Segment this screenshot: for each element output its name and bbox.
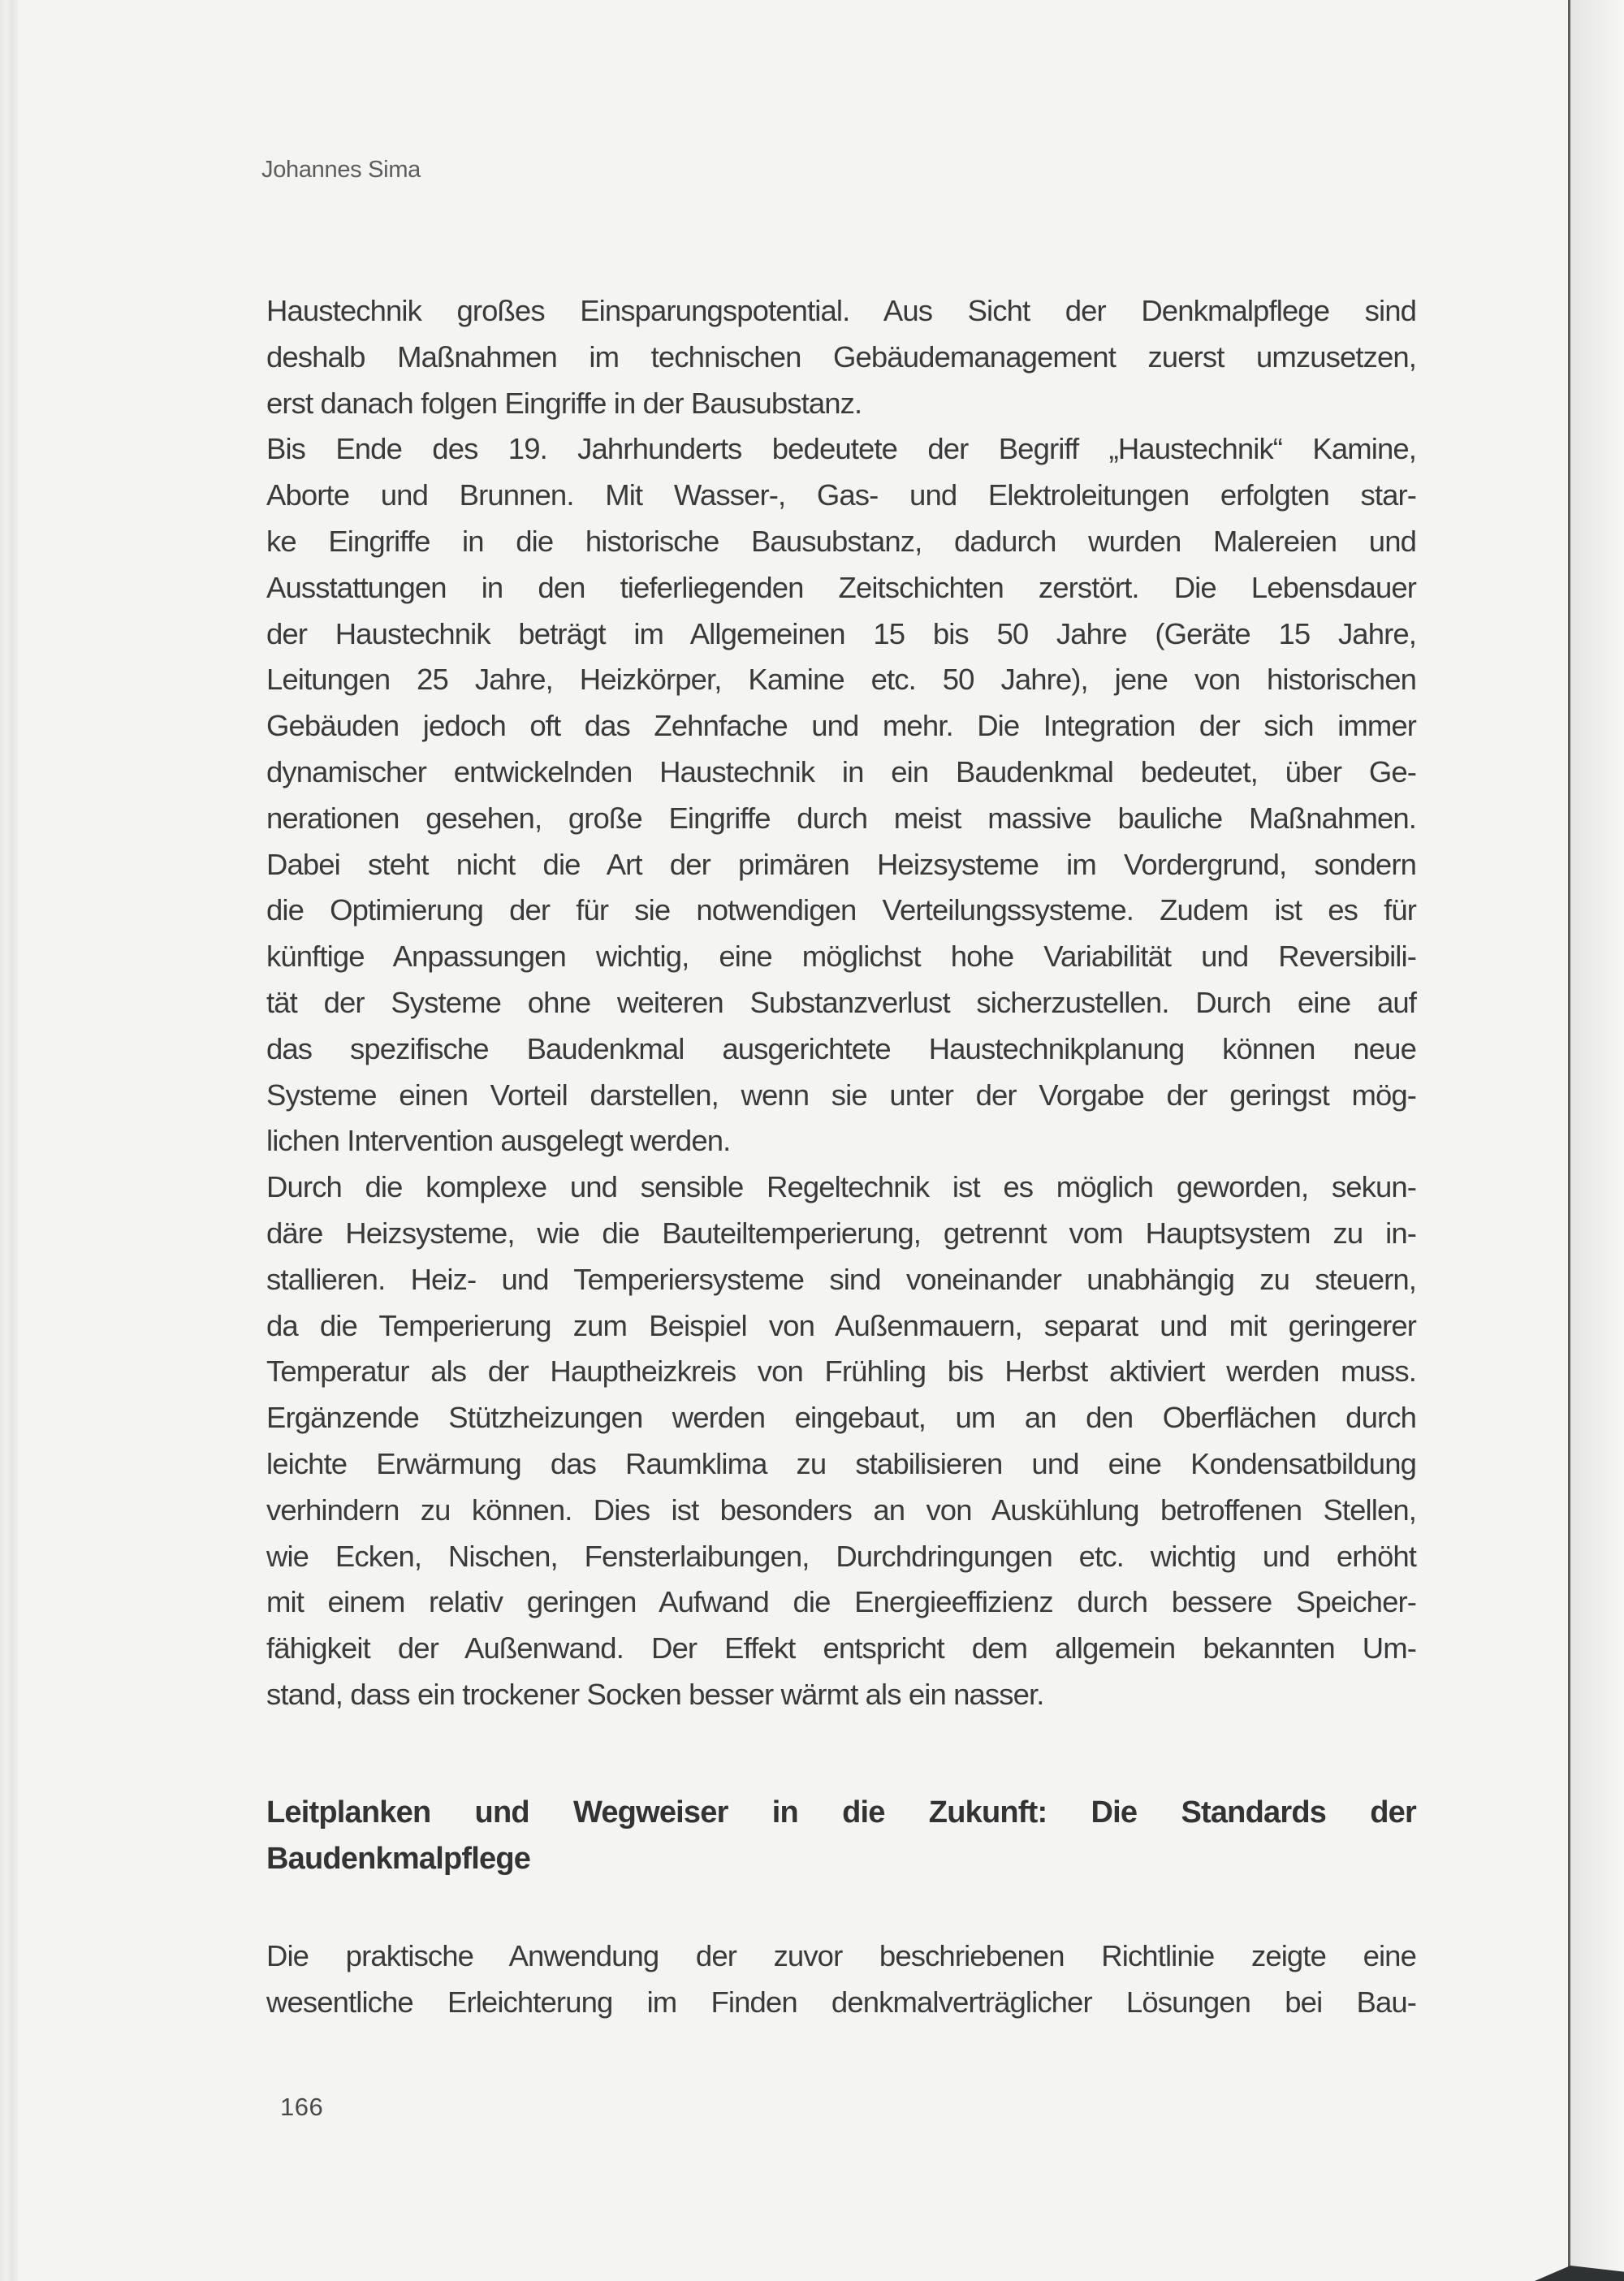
text-line: Durch die komplexe und sensible Regeltechnik ist es möglich geworden, sekun- bbox=[266, 1170, 1416, 1204]
paragraph-3 bbox=[266, 1164, 1416, 1718]
text-line: Dabei steht nicht die Art der primären Heizsysteme im Vordergrund, sondern bbox=[266, 847, 1416, 881]
text-line: erst danach folgen Eingriffe in der Bausubstanz. bbox=[266, 386, 862, 420]
text-line: Gebäuden jedoch oft das Zehnfache und mehr. Die Integration der sich immer bbox=[266, 709, 1416, 743]
text-line: stallieren. Heiz- und Temperiersysteme sind voneinander unabhängig zu steuern, bbox=[266, 1262, 1416, 1296]
page-left-edge bbox=[0, 0, 18, 2281]
paragraph-2 bbox=[266, 426, 1416, 1164]
text-line: dynamischer entwickelnden Haustechnik in ein Baudenkmal bedeutet, über Ge- bbox=[266, 754, 1416, 788]
text-line: stand, dass ein trockener Socken besser wärmt als ein nasser. bbox=[266, 1677, 1044, 1711]
text-line: da die Temperierung zum Beispiel von Außenmauern, separat und mit geringerer bbox=[266, 1308, 1416, 1342]
paragraph-1 bbox=[266, 288, 1416, 426]
text-line: wesentliche Erleichterung im Finden denkmalverträglicher Lösungen bei Bau- bbox=[266, 1985, 1416, 2019]
text-line: Leitungen 25 Jahre, Heizkörper, Kamine etc. 50 Jahre), jene von historischen bbox=[266, 663, 1416, 697]
text-line: die Optimierung der für sie notwendigen Verteilungssysteme. Zudem ist es für bbox=[266, 893, 1416, 927]
body-text bbox=[266, 288, 1416, 1718]
section-body-text bbox=[266, 1933, 1416, 2025]
text-line: der Haustechnik beträgt im Allgemeinen 15 bis 50 Jahre (Geräte 15 Jahre, bbox=[266, 616, 1416, 650]
text-line: Bis Ende des 19. Jahrhunderts bedeutete der Begriff „Haustechnik“ Kamine, bbox=[266, 432, 1416, 466]
section-heading bbox=[266, 1790, 1416, 1882]
adjacent-page-edge bbox=[1570, 0, 1624, 2281]
text-line: deshalb Maßnahmen im technischen Gebäudemanagement zuerst umzusetzen, bbox=[266, 339, 1416, 374]
text-line: das spezifische Baudenkmal ausgerichtete Haustechnikplanung können neue bbox=[266, 1031, 1416, 1065]
text-line: leichte Erwärmung das Raumklima zu stabilisieren und eine Kondensatbildung bbox=[266, 1446, 1416, 1480]
text-line: nerationen gesehen, große Eingriffe durch meist massive bauliche Maßnahmen. bbox=[266, 801, 1416, 835]
text-line: tät der Systeme ohne weiteren Substanzverlust sicherzustellen. Durch eine auf bbox=[266, 985, 1416, 1019]
text-line: Systeme einen Vorteil darstellen, wenn sie unter der Vorgabe der geringst mög- bbox=[266, 1078, 1416, 1112]
text-line: fähigkeit der Außenwand. Der Effekt entspricht dem allgemein bekannten Um- bbox=[266, 1631, 1416, 1665]
text-line: Ausstattungen in den tieferliegenden Zeitschichten zerstört. Die Lebensdauer bbox=[266, 570, 1416, 604]
heading-line: Leitplanken und Wegweiser in die Zukunft: Die Standards der bbox=[266, 1795, 1416, 1830]
page-number: 166 bbox=[280, 2093, 324, 2121]
text-line: verhindern zu können. Dies ist besonders an von Auskühlung betroffenen Stellen, bbox=[266, 1493, 1416, 1527]
text-line: Aborte und Brunnen. Mit Wasser-, Gas- und Elektroleitungen erfolgten star- bbox=[266, 478, 1416, 512]
text-line: ke Eingriffe in die historische Bausubstanz, dadurch wurden Malereien und bbox=[266, 524, 1416, 558]
text-line: wie Ecken, Nischen, Fensterlaibungen, Durchdringungen etc. wichtig und erhöht bbox=[266, 1539, 1416, 1573]
text-line: Ergänzende Stützheizungen werden eingebaut, um an den Oberflächen durch bbox=[266, 1401, 1416, 1435]
text-line: mit einem relativ geringen Aufwand die Energieeffizienz durch bessere Speicher- bbox=[266, 1585, 1416, 1619]
text-line: künftige Anpassungen wichtig, eine möglichst hohe Variabilität und Reversibili- bbox=[266, 940, 1416, 974]
text-line: lichen Intervention ausgelegt werden. bbox=[266, 1124, 731, 1158]
text-line: Temperatur als der Hauptheizkreis von Frühling bis Herbst aktiviert werden muss. bbox=[266, 1354, 1416, 1389]
text-line: däre Heizsysteme, wie die Bauteiltemperierung, getrennt vom Hauptsystem zu in- bbox=[266, 1216, 1416, 1250]
text-line: Haustechnik großes Einsparungspotential. Aus Sicht der Denkmalpflege sind bbox=[266, 294, 1416, 327]
section-paragraph bbox=[266, 1933, 1416, 2025]
running-head-author: Johannes Sima bbox=[261, 157, 421, 183]
text-line: Die praktische Anwendung der zuvor beschriebenen Richtlinie zeigte eine bbox=[266, 1939, 1416, 1972]
heading-line: Baudenkmalpflege bbox=[266, 1842, 531, 1876]
